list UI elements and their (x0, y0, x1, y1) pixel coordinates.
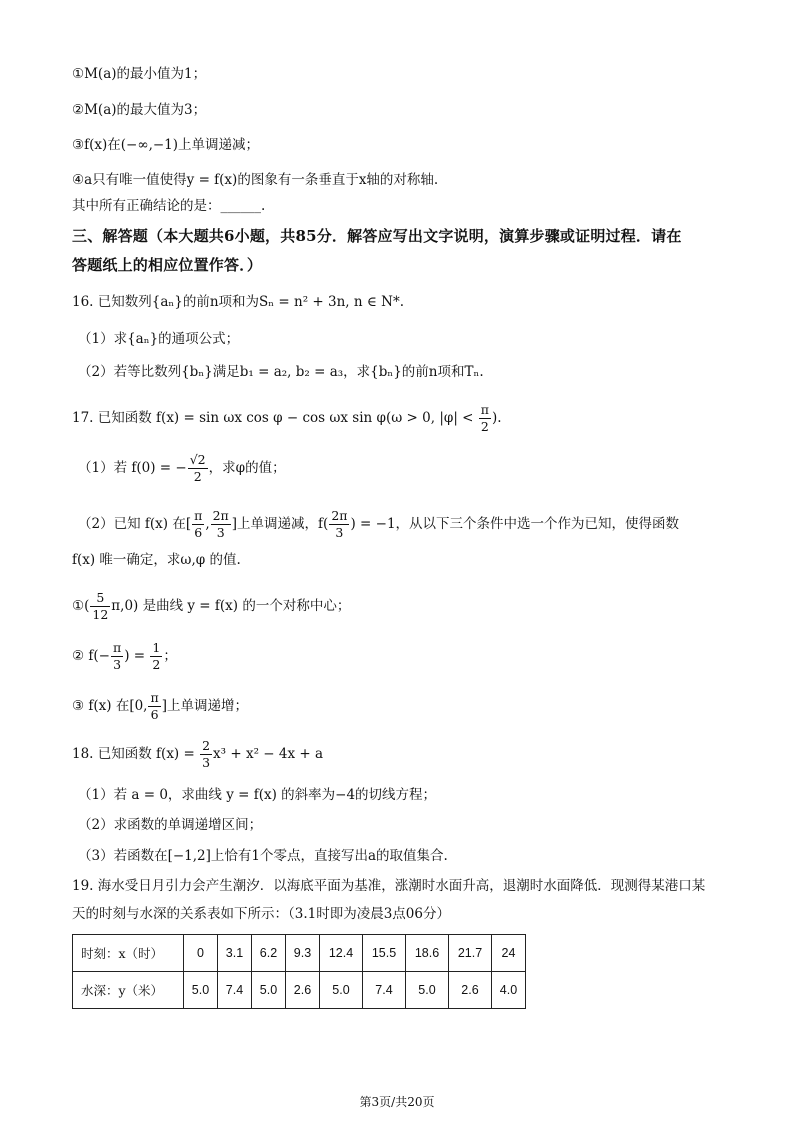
q16-part2: （2）若等比数列{bₙ}满足b₁ = a₂, b₂ = a₃，求{bₙ}的前n项和Tₙ. (78, 364, 484, 380)
q17-part2 (78, 508, 679, 541)
table-cell: 3.1 (218, 935, 252, 972)
table-cell: 24 (492, 935, 526, 972)
q17-part2-line2: f(x) 唯一确定，求ω,φ 的值. (72, 552, 241, 568)
q17-p2-fraction-2 (211, 508, 231, 541)
fraction-denominator: 2 (152, 657, 161, 672)
q17-stem-text: 17. 已知函数 f(x) = sin ωx cos φ − cos ωx sin φ(ω > 0, |φ| < (72, 410, 478, 426)
table-header-time: 时刻：x（时） (73, 935, 184, 972)
q18-part1: （1）若 a = 0，求曲线 y = f(x) 的斜率为−4的切线方程； (78, 787, 437, 803)
fraction-numerator: 2π (212, 508, 229, 523)
fraction-denominator: 12 (92, 607, 109, 622)
fraction-numerator: π (194, 508, 203, 523)
q16-stem: 16. 已知数列{aₙ}的前n项和为Sₙ = n² + 3n, n ∈ N*. (72, 294, 404, 310)
fraction-numerator: 2 (202, 738, 211, 753)
conclusion-1: ①M(a)的最小值为1； (72, 66, 207, 82)
q17-p1-fraction (188, 452, 208, 485)
q17-p2-fraction-3 (329, 508, 349, 541)
table-cell: 5.0 (252, 972, 286, 1009)
q17-part1 (78, 452, 286, 485)
conclusion-prompt: 其中所有正确结论的是：______. (72, 198, 266, 214)
q18-part2: （2）求函数的单调递增区间； (78, 817, 263, 833)
q16-part1: （1）求{aₙ}的通项公式； (78, 331, 240, 347)
fraction-denominator: 6 (194, 525, 203, 540)
q17-o3-end: ]上单调递增； (161, 698, 248, 714)
q18-stem-end: x³ + x² − 4x + a (213, 746, 324, 762)
table-header-depth: 水深：y（米） (73, 972, 184, 1009)
q17-o3-fraction (148, 690, 160, 723)
fraction-numerator: π (480, 402, 489, 417)
table-cell: 5.0 (406, 972, 449, 1009)
fraction-denominator: 3 (113, 657, 122, 672)
table-cell: 4.0 (492, 972, 526, 1009)
fraction-numerator: 2π (331, 508, 348, 523)
fraction-numerator: 5 (90, 590, 110, 607)
table-cell: 7.4 (363, 972, 406, 1009)
q17-stem-end: ). (492, 410, 502, 426)
q17-o1-end: π,0) 是曲线 y = f(x) 的一个对称中心； (111, 598, 351, 614)
table-cell: 9.3 (286, 935, 320, 972)
fraction-numerator: π (150, 690, 159, 705)
q17-stem-fraction (479, 402, 491, 435)
table-cell: 15.5 (363, 935, 406, 972)
q17-stem (72, 402, 502, 435)
fraction-denominator: 3 (335, 525, 344, 540)
table-cell: 5.0 (320, 972, 363, 1009)
q19-line1: 19. 海水受日月引力会产生潮汐．以海底平面为基准，涨潮时水面升高，退潮时水面降低．现测得某港口某 (72, 878, 706, 894)
q18-stem-text: 18. 已知函数 f(x) = (72, 746, 200, 762)
table-cell: 0 (184, 935, 218, 972)
q17-p2-end: ) = −1，从以下三个条件中选一个作为已知，使得函数 (350, 516, 680, 532)
conclusion-2: ②M(a)的最大值为3； (72, 102, 207, 118)
fraction-numerator: π (112, 640, 122, 655)
q17-p2-fraction-1 (192, 508, 204, 541)
q17-p1-text: （1）若 f(0) = − (78, 460, 187, 476)
q18-stem (72, 738, 323, 771)
q18-stem-fraction (200, 738, 212, 771)
conclusion-3: ③f(x)在(−∞,−1)上单调递减； (72, 137, 260, 153)
q17-p2-mid: ]上单调递减，f( (231, 516, 329, 532)
table-cell: 6.2 (252, 935, 286, 972)
q17-o2-mid: ) = (124, 648, 150, 664)
q17-option-1 (72, 590, 350, 623)
fraction-denominator: 3 (216, 525, 225, 540)
q17-o1-fraction (90, 590, 110, 623)
table-cell: 21.7 (449, 935, 492, 972)
q17-o2-text: ② f(− (72, 648, 110, 664)
q19-line2: 天的时刻与水深的关系表如下所示：（3.1时即为凌晨3点06分） (72, 906, 450, 922)
table-row-time (73, 935, 526, 972)
table-cell: 12.4 (320, 935, 363, 972)
q17-o1-text: ①( (72, 598, 90, 614)
conclusion-4: ④a只有唯一值使得y = f(x)的图象有一条垂直于x轴的对称轴. (72, 172, 439, 188)
q18-part3: （3）若函数在[−1,2]上恰有1个零点，直接写出a的取值集合. (78, 848, 448, 864)
q17-o2-fraction-2 (150, 640, 162, 673)
page-footer: 第3页/共20页 (359, 1095, 435, 1109)
q17-option-3 (72, 690, 248, 723)
fraction-denominator: 6 (150, 707, 159, 722)
table-cell: 18.6 (406, 935, 449, 972)
table-row-depth (73, 972, 526, 1009)
q17-p2-separator: , (205, 516, 210, 532)
fraction-denominator: 3 (202, 755, 211, 770)
q17-o2-fraction-1 (111, 640, 123, 673)
fraction-denominator: 2 (193, 469, 202, 484)
table-cell: 2.6 (286, 972, 320, 1009)
table-cell: 7.4 (218, 972, 252, 1009)
section-heading-line2: 答题纸上的相应位置作答．） (72, 256, 263, 274)
q17-o3-text: ③ f(x) 在[0, (72, 698, 148, 714)
section-heading-line1: 三、解答题（本大题共6小题，共85分．解答应写出文字说明，演算步骤或证明过程．请在 (72, 227, 682, 245)
fraction-denominator: 2 (480, 419, 489, 434)
table-cell: 5.0 (184, 972, 218, 1009)
q17-option-2 (72, 640, 177, 673)
fraction-numerator: √2 (189, 452, 206, 467)
q17-o2-end: ； (163, 648, 177, 664)
q17-p2-text: （2）已知 f(x) 在[ (78, 516, 192, 532)
table-cell: 2.6 (449, 972, 492, 1009)
fraction-numerator: 1 (152, 640, 161, 655)
tide-table (72, 934, 526, 1009)
q17-p1-end: ，求φ的值； (208, 460, 286, 476)
